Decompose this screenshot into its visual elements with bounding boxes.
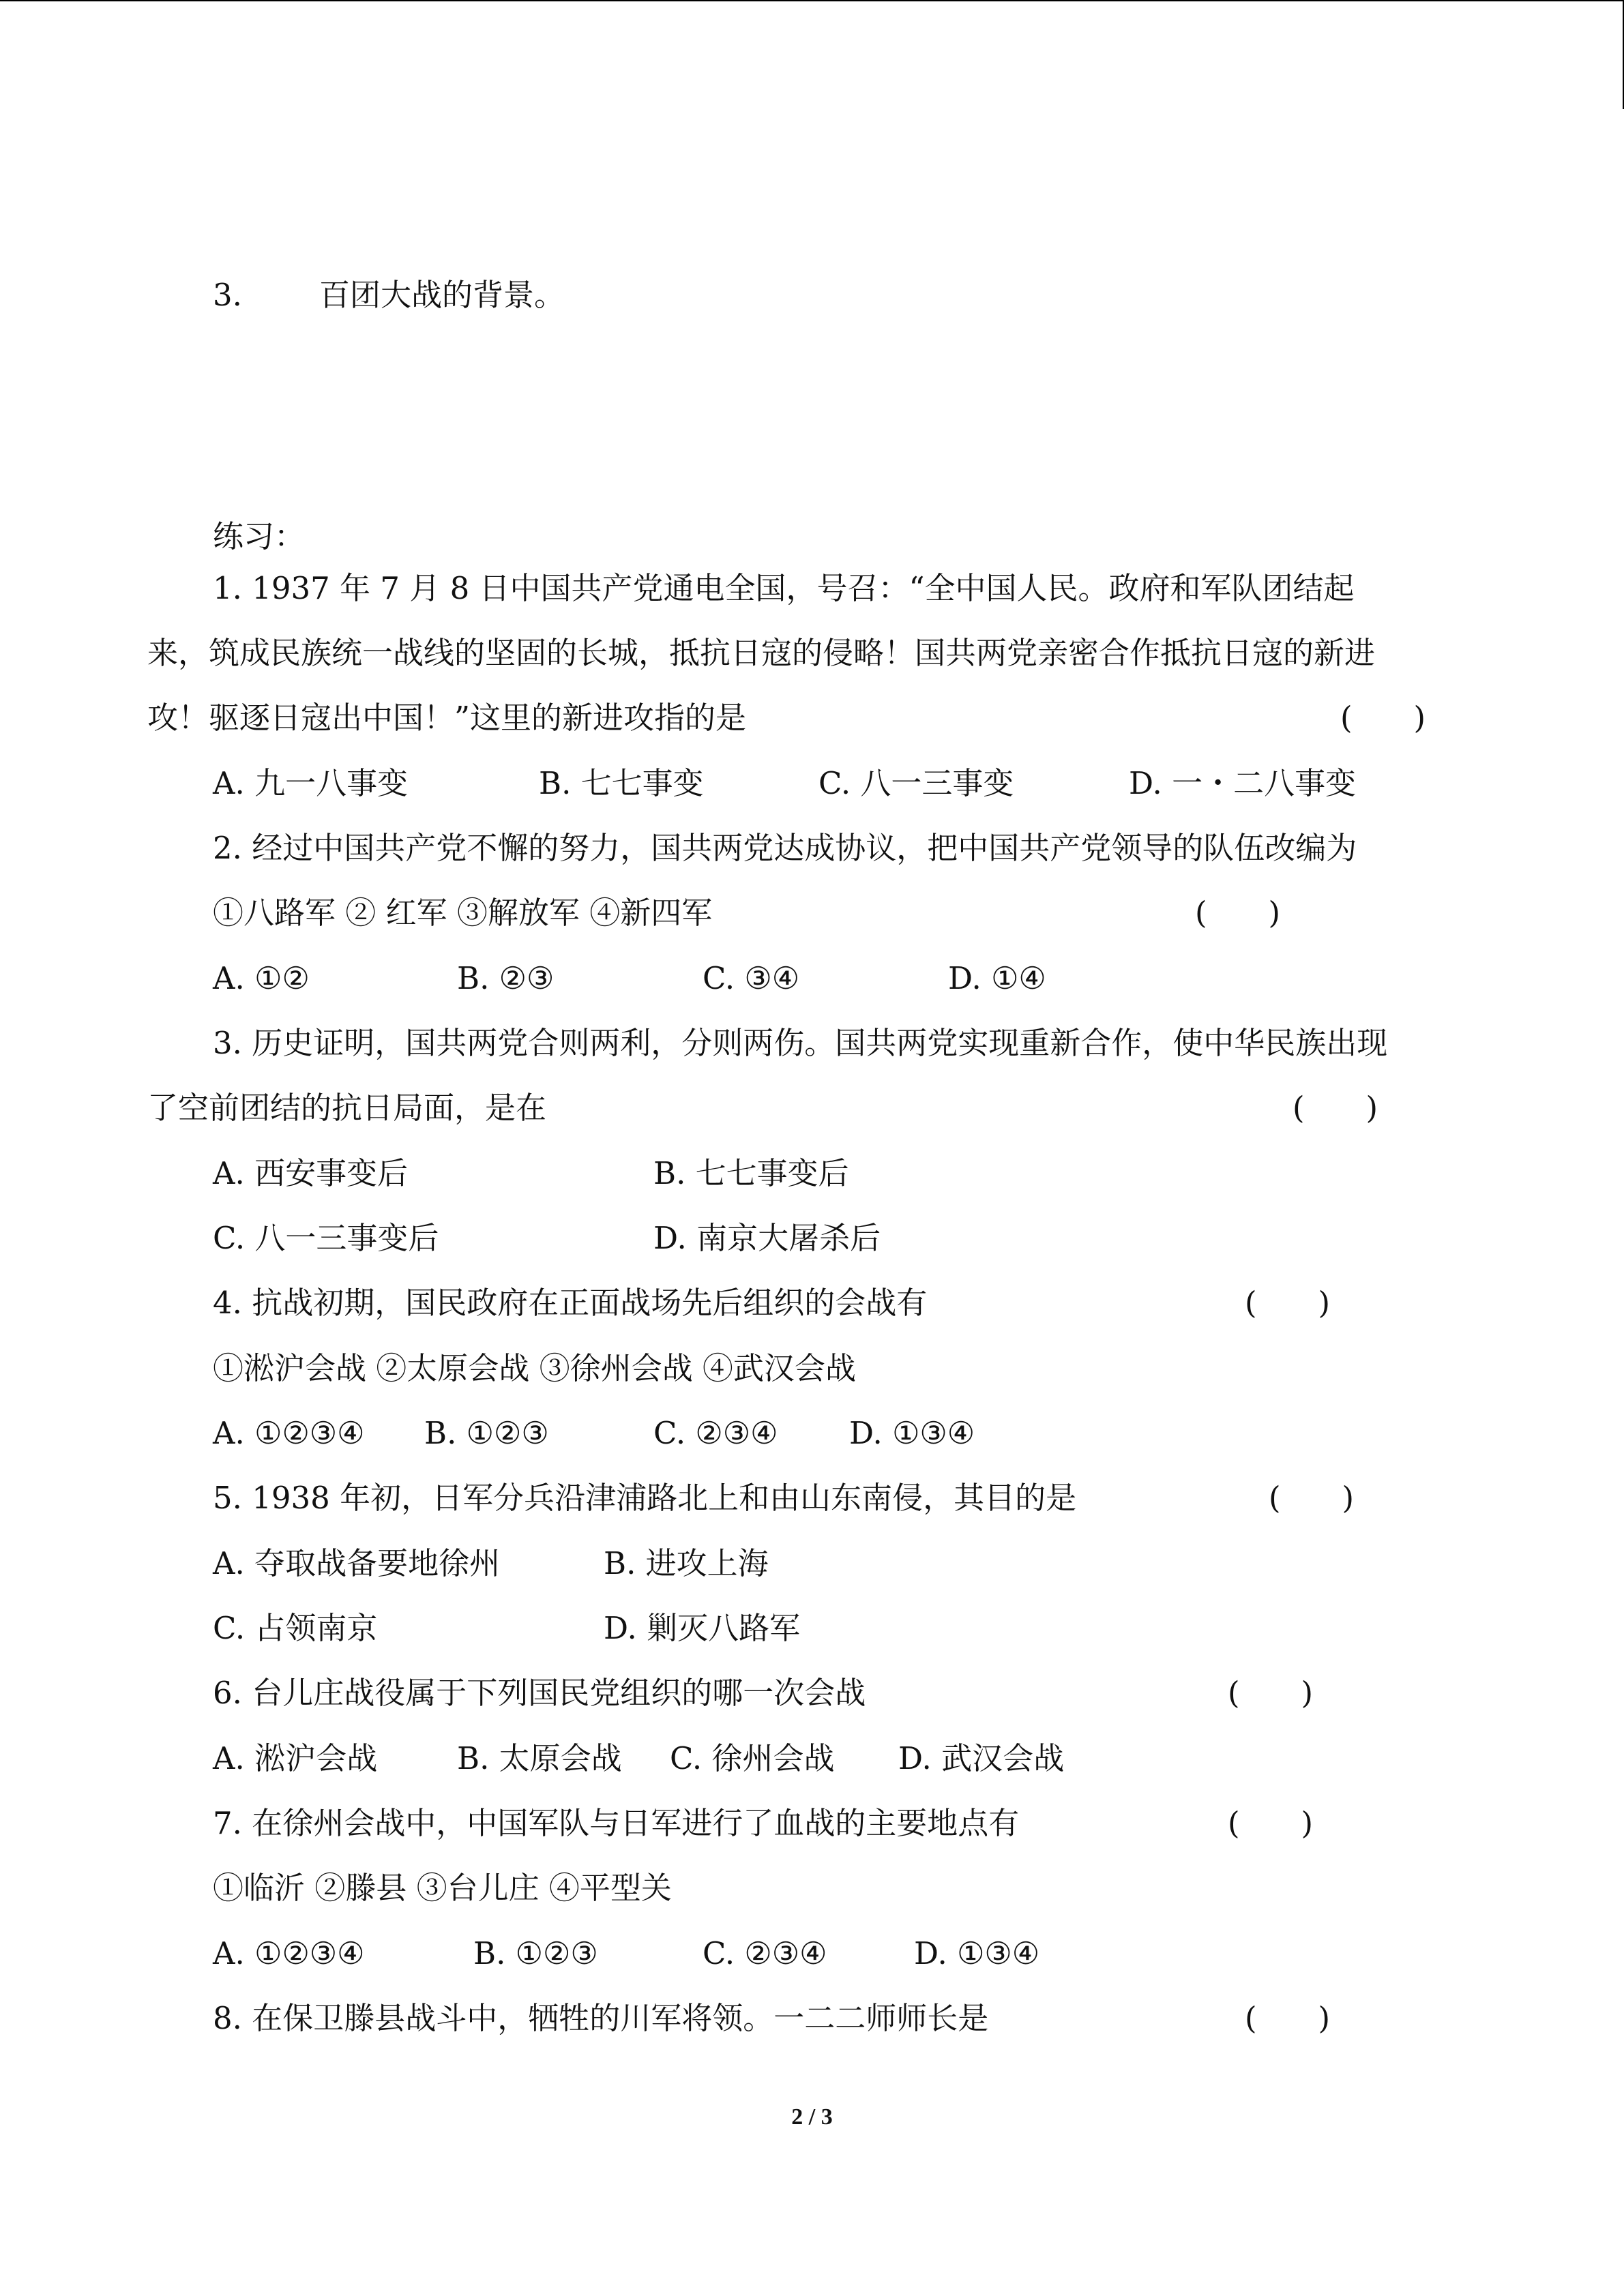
q7-option-c: C. ②③④: [703, 1935, 827, 1971]
q3-answer-blank: ( ): [1293, 1090, 1378, 1126]
q6-option-d: D. 武汉会战: [898, 1740, 1065, 1776]
q8-answer-blank: ( ): [1245, 2000, 1331, 2036]
q4-line-1: 4. 抗战初期，国民政府在正面战场先后组织的会战有: [213, 1285, 928, 1321]
q6-option-b: B. 太原会战: [457, 1740, 622, 1776]
q3-option-a: A. 西安事变后: [213, 1155, 409, 1191]
q5-option-c: C. 占领南京: [213, 1610, 378, 1646]
q5-option-b: B. 进攻上海: [604, 1545, 769, 1581]
exercise-heading: 练习：: [213, 518, 306, 554]
q4-option-a: A. ①②③④: [213, 1415, 365, 1451]
q2-option-c: C. ③④: [703, 960, 800, 996]
q7-line-1: 7. 在徐州会战中，中国军队与日军进行了血战的主要地点有: [213, 1805, 1020, 1841]
q1-option-b: B. 七七事变: [539, 765, 704, 801]
q1-line-2: 来，筑成民族统一战线的坚固的长城，抵抗日寇的侵略！国共两党亲密合作抵抗日寇的新进: [147, 635, 1376, 671]
section-number: 3.: [213, 277, 242, 313]
q3-option-c: C. 八一三事变后: [213, 1220, 439, 1256]
q1-line-1: 1. 1937 年 7 月 8 日中国共产党通电全国，号召：“全中国人民。政府和军队团结起: [213, 570, 1355, 606]
q4-line-2: ①淞沪会战 ②太原会战 ③徐州会战 ④武汉会战: [213, 1350, 856, 1386]
q7-answer-blank: ( ): [1228, 1805, 1314, 1841]
q6-answer-blank: ( ): [1228, 1675, 1314, 1711]
q8-line-1: 8. 在保卫滕县战斗中，牺牲的川军将领。一二二师师长是: [213, 2000, 989, 2036]
section-title: 百团大战的背景。: [319, 277, 565, 313]
q1-option-d: D. 一・二八事变: [1129, 765, 1357, 801]
q2-option-d: D. ①④: [948, 960, 1046, 996]
q3-option-d: D. 南京大屠杀后: [653, 1220, 881, 1256]
q7-option-d: D. ①③④: [914, 1935, 1040, 1971]
q3-line-2: 了空前团结的抗日局面，是在: [147, 1090, 547, 1126]
q4-answer-blank: ( ): [1245, 1285, 1331, 1321]
q2-option-b: B. ②③: [457, 960, 555, 996]
q5-line-1: 5. 1938 年初，日军分兵沿津浦路北上和由山东南侵，其目的是: [213, 1480, 1077, 1516]
q1-option-c: C. 八一三事变: [818, 765, 1014, 801]
page-number: 2 / 3: [791, 2104, 833, 2130]
q4-option-d: D. ①③④: [849, 1415, 975, 1451]
q6-option-a: A. 淞沪会战: [213, 1740, 378, 1776]
q5-option-d: D. 剿灭八路军: [604, 1610, 801, 1646]
top-border: [0, 0, 1624, 1]
q1-answer-blank: ( ): [1340, 700, 1426, 736]
q5-answer-blank: ( ): [1269, 1480, 1355, 1516]
q2-line-1: 2. 经过中国共产党不懈的努力，国共两党达成协议，把中国共产党领导的队伍改编为: [213, 830, 1357, 866]
q2-line-2: ①八路军 ② 红军 ③解放军 ④新四军: [213, 895, 713, 931]
q1-option-a: A. 九一八事变: [213, 765, 409, 801]
q4-option-b: B. ①②③: [424, 1415, 549, 1451]
q7-option-a: A. ①②③④: [213, 1935, 365, 1971]
q6-option-c: C. 徐州会战: [670, 1740, 835, 1776]
q2-answer-blank: ( ): [1195, 895, 1281, 931]
q6-line-1: 6. 台儿庄战役属于下列国民党组织的哪一次会战: [213, 1675, 866, 1711]
q7-option-b: B. ①②③: [473, 1935, 598, 1971]
q7-line-2: ①临沂 ②滕县 ③台儿庄 ④平型关: [213, 1870, 672, 1906]
q3-line-1: 3. 历史证明，国共两党合则两利，分则两伤。国共两党实现重新合作，使中华民族出现: [213, 1025, 1388, 1061]
q4-option-c: C. ②③④: [653, 1415, 778, 1451]
q3-option-b: B. 七七事变后: [653, 1155, 849, 1191]
q2-option-a: A. ①②: [213, 960, 310, 996]
q1-line-3: 攻！驱逐日寇出中国！”这里的新进攻指的是: [147, 700, 747, 736]
q5-option-a: A. 夺取战备要地徐州: [213, 1545, 501, 1581]
